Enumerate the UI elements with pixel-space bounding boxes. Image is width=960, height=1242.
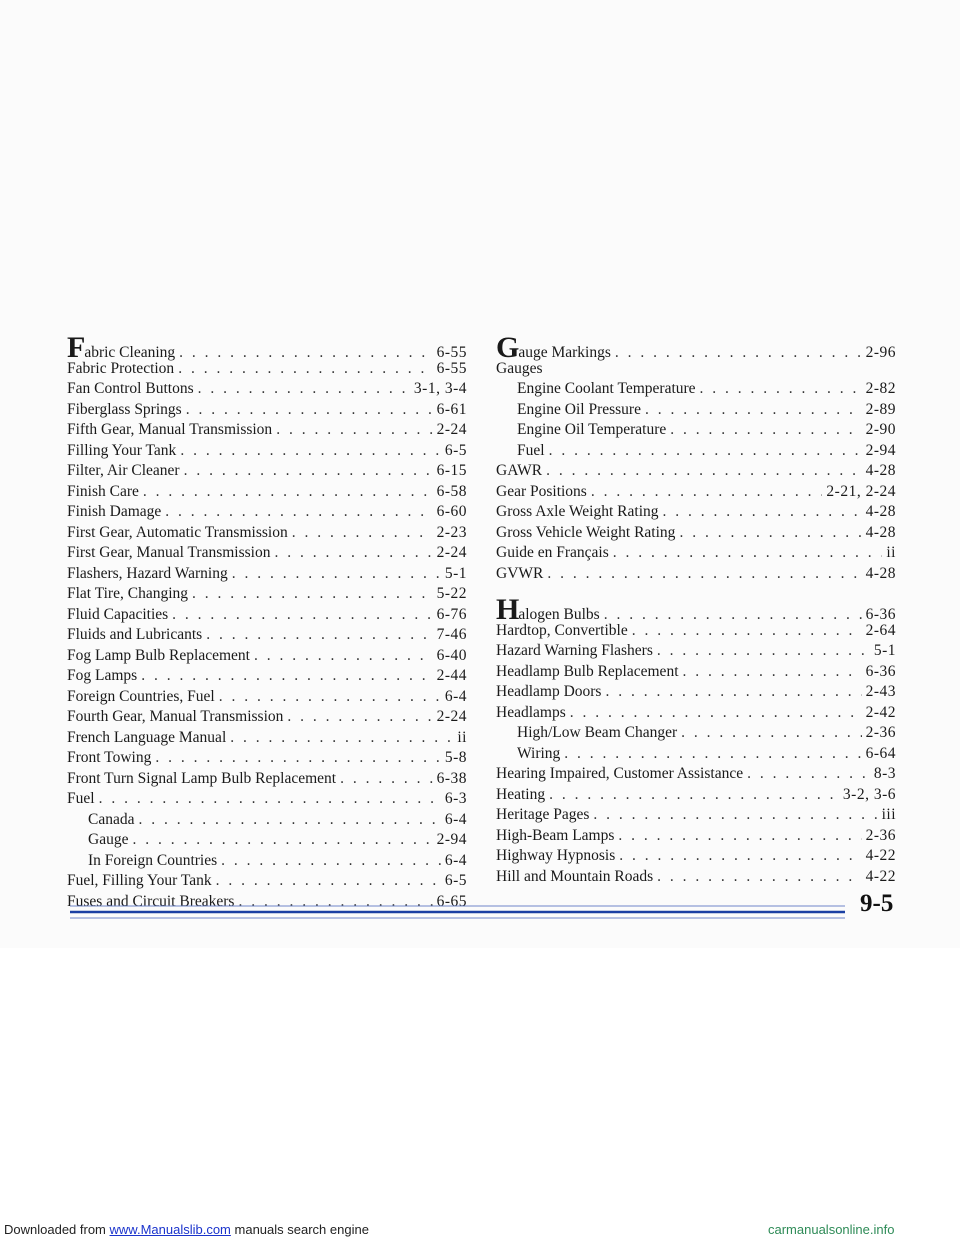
entry-page-ref: 4-28: [865, 462, 896, 479]
entry-page-ref: 2-43: [865, 683, 896, 700]
dot-leader: [570, 703, 862, 724]
entry-label: Headlamp Bulb Replacement: [496, 662, 679, 680]
entry-label: First Gear, Manual Transmission: [67, 544, 271, 561]
index-entry: [496, 621, 896, 642]
download-prefix: Downloaded from: [4, 1222, 106, 1237]
entry-page-ref: 4-22: [865, 847, 896, 864]
entry-label: Filling Your Tank: [67, 441, 177, 459]
index-entry: [67, 871, 467, 892]
dot-leader: [700, 379, 862, 400]
page-number: 9-5: [860, 890, 894, 917]
index-entry: [496, 846, 896, 867]
entry-page-ref: 4-28: [865, 503, 896, 520]
entry-page-ref: 4-22: [865, 867, 896, 885]
entry-page-ref: 6-40: [436, 646, 467, 664]
entry-label: Fluid Capacities: [67, 605, 169, 623]
dot-leader: [681, 723, 861, 744]
entry-page-ref: 2-90: [865, 421, 896, 438]
entry-label: Finish Damage: [67, 503, 162, 520]
entry-label: Gauges: [496, 359, 543, 377]
download-suffix: manuals search engine: [234, 1222, 369, 1237]
entry-label: Fiberglass Springs: [67, 400, 182, 418]
entry-label: GVWR: [496, 564, 544, 582]
index-entry: [496, 461, 896, 482]
entry-label: Fuel: [67, 790, 95, 807]
index-entry: [67, 625, 467, 646]
footer-rule: [70, 900, 845, 928]
entry-page-ref: 2-24: [436, 708, 467, 725]
entry-page-ref: 2-89: [865, 400, 896, 418]
entry-label: Fan Control Buttons: [67, 380, 194, 397]
entry-page-ref: 6-3: [444, 790, 467, 807]
entry-label: Hazard Warning Flashers: [496, 642, 653, 659]
entry-label-text: alogen Bulbs: [518, 606, 600, 623]
dot-leader: [186, 400, 433, 421]
entry-label: Guide en Français: [496, 544, 609, 561]
dot-leader: [141, 666, 432, 687]
index-entry: [67, 482, 467, 503]
index-entry: [67, 646, 467, 667]
entry-page-ref: 6-5: [444, 872, 467, 889]
entry-page-ref: 3-2, 3-6: [842, 785, 896, 803]
dot-leader: [645, 400, 862, 421]
index-entry: [67, 605, 467, 626]
index-entry: [67, 420, 467, 441]
entry-label: GAWR: [496, 462, 543, 479]
entry-label: Engine Oil Pressure: [517, 400, 641, 418]
entry-page-ref: 2-24: [436, 544, 467, 561]
index-entry: [67, 851, 467, 872]
entry-page-ref: ii: [457, 728, 467, 746]
index-entry: [67, 331, 467, 364]
index-entry: [67, 769, 467, 790]
dot-leader: [679, 523, 861, 544]
index-column-left: [67, 331, 467, 912]
index-entry: [67, 441, 467, 462]
entry-page-ref: 2-24: [436, 421, 467, 438]
index-entry: [496, 543, 896, 564]
dot-leader: [549, 441, 862, 462]
entry-page-ref: 6-36: [865, 606, 896, 623]
entry-page-ref: 7-46: [436, 626, 467, 643]
entry-label: Front Towing: [67, 749, 152, 766]
entry-label: Engine Oil Temperature: [517, 421, 667, 438]
entry-label: Filter, Air Cleaner: [67, 462, 180, 479]
dot-leader: [198, 379, 410, 400]
index-entry: [496, 593, 896, 626]
dot-leader: [178, 359, 432, 380]
entry-page-ref: 4-28: [865, 523, 896, 541]
entry-label: Wiring: [517, 744, 561, 762]
entry-page-ref: 6-5: [444, 441, 467, 459]
index-entry: [67, 564, 467, 585]
entry-label: First Gear, Automatic Transmission: [67, 523, 288, 541]
entry-label: Front Turn Signal Lamp Bulb Replacement: [67, 769, 337, 787]
entry-label: Fabric Protection: [67, 359, 175, 377]
entry-label: Fifth Gear, Manual Transmission: [67, 421, 273, 438]
index-entry: [496, 502, 896, 523]
entry-label: Fuel: [517, 441, 545, 459]
entry-label: Hardtop, Convertible: [496, 621, 628, 639]
dot-leader: [292, 523, 433, 544]
entry-page-ref: 6-61: [436, 400, 467, 418]
entry-label: High/Low Beam Changer: [517, 724, 678, 741]
dot-leader: [683, 662, 862, 683]
index-entry: [496, 785, 896, 806]
entry-label: Flashers, Hazard Warning: [67, 564, 228, 582]
index-entry: [496, 744, 896, 765]
entry-page-ref: 6-36: [865, 662, 896, 680]
entry-page-ref: 8-3: [873, 765, 896, 782]
entry-page-ref: 6-55: [436, 359, 467, 377]
index-entry: [67, 523, 467, 544]
section-initial: H: [496, 593, 519, 626]
index-entry: [496, 420, 896, 441]
dot-leader: [172, 605, 432, 626]
index-entry: [496, 641, 896, 662]
entry-label: Fuses and Circuit Breakers: [67, 892, 235, 910]
entry-label-text: abric Cleaning: [84, 344, 176, 361]
dot-leader: [155, 748, 441, 769]
dot-leader: [276, 420, 432, 441]
index-entry: [67, 502, 467, 523]
entry-label: Fog Lamp Bulb Replacement: [67, 646, 250, 664]
entry-page-ref: 2-36: [865, 826, 896, 844]
entry-label: Highway Hypnosis: [496, 847, 616, 864]
index-entry: [496, 662, 896, 683]
dot-leader: [657, 867, 861, 888]
index-entry: [496, 867, 896, 888]
dot-leader: [593, 805, 877, 826]
dot-leader: [99, 789, 441, 810]
entry-label: Canada: [88, 810, 135, 828]
index-entry: [496, 826, 896, 847]
dot-leader: [549, 785, 839, 806]
entry-page-ref: 6-4: [444, 810, 467, 828]
entry-label: Finish Care: [67, 482, 139, 500]
dot-leader: [287, 707, 432, 728]
entry-page-ref: 6-76: [436, 605, 467, 623]
entry-page-ref: iii: [881, 806, 896, 823]
manualslib-link[interactable]: www.Manualslib.com: [109, 1222, 231, 1237]
index-entry: [67, 789, 467, 810]
index-entry: [496, 723, 896, 744]
dot-leader: [618, 826, 861, 847]
section-initial: F: [67, 331, 85, 364]
dot-leader: [192, 584, 433, 605]
dot-leader: [274, 543, 432, 564]
section-initial: G: [496, 331, 519, 364]
dot-leader: [615, 343, 862, 364]
dot-leader: [184, 461, 433, 482]
index-entry: [67, 748, 467, 769]
index-entry: [67, 728, 467, 749]
index-entry: [496, 441, 896, 462]
dot-leader: [206, 625, 432, 646]
index-entry: [496, 564, 896, 585]
dot-leader: [165, 502, 432, 523]
entry-page-ref: 2-64: [865, 621, 896, 639]
index-entry: [496, 523, 896, 544]
dot-leader: [138, 810, 440, 831]
entry-page-ref: 2-94: [436, 831, 467, 848]
entry-label: Engine Coolant Temperature: [517, 380, 696, 397]
index-entry: [67, 707, 467, 728]
dot-leader: [657, 641, 870, 662]
entry-page-ref: 6-65: [436, 892, 467, 910]
dot-leader: [663, 502, 862, 523]
dot-leader: [632, 621, 862, 642]
entry-label: Hearing Impaired, Customer Assistance: [496, 765, 744, 782]
download-banner: [4, 1222, 369, 1237]
dot-leader: [180, 441, 441, 462]
entry-label: Heritage Pages: [496, 806, 590, 823]
dot-leader: [221, 851, 441, 872]
dot-leader: [230, 728, 453, 749]
entry-page-ref: ii: [886, 544, 896, 561]
dot-leader: [132, 830, 432, 851]
entry-page-ref: 6-64: [865, 744, 896, 762]
entry-label: Gear Positions: [496, 482, 587, 500]
entry-page-ref: 2-82: [865, 380, 896, 397]
entry-label: Flat Tire, Changing: [67, 585, 189, 602]
index-entry: [67, 359, 467, 380]
dot-leader: [613, 543, 883, 564]
dot-leader: [219, 687, 441, 708]
index-entry: [67, 584, 467, 605]
entry-page-ref: 6-4: [444, 687, 467, 705]
index-entry: [496, 482, 896, 503]
entry-page-ref: 2-23: [436, 523, 467, 541]
entry-page-ref: 2-94: [865, 441, 896, 459]
index-entry: [67, 543, 467, 564]
dot-leader: [605, 682, 861, 703]
dot-leader: [546, 461, 861, 482]
index-entry: [496, 379, 896, 400]
index-entry: [496, 682, 896, 703]
index-entry: [496, 703, 896, 724]
index-entry: [496, 400, 896, 421]
entry-page-ref: 2-36: [865, 724, 896, 741]
index-column-right: [496, 331, 896, 887]
index-entry: [496, 805, 896, 826]
entry-label: High-Beam Lamps: [496, 826, 615, 844]
dot-leader: [591, 482, 823, 503]
entry-label: Headlamp Doors: [496, 683, 602, 700]
dot-leader: [564, 744, 861, 765]
entry-page-ref: 6-15: [436, 462, 467, 479]
entry-page-ref: 5-1: [873, 642, 896, 659]
entry-label: Gross Vehicle Weight Rating: [496, 523, 676, 541]
dot-leader: [232, 564, 441, 585]
index-entry: [496, 331, 896, 364]
entry-page-ref: 5-1: [444, 564, 467, 582]
entry-page-ref: 6-55: [436, 344, 467, 361]
index-entry: [67, 687, 467, 708]
entry-label: Fuel, Filling Your Tank: [67, 872, 212, 889]
dot-leader: [340, 769, 432, 790]
entry-page-ref: 3-1, 3-4: [413, 380, 467, 397]
entry-page-ref: 4-28: [865, 564, 896, 582]
dot-leader: [143, 482, 433, 503]
entry-label-text: auge Markings: [518, 344, 611, 361]
entry-page-ref: 6-38: [436, 769, 467, 787]
index-entry: [67, 400, 467, 421]
entry-label: Heating: [496, 785, 546, 803]
index-entry: [496, 764, 896, 785]
entry-label: Fluids and Lubricants: [67, 626, 203, 643]
dot-leader: [216, 871, 441, 892]
entry-page-ref: 2-42: [865, 703, 896, 721]
watermark-site: carmanualsonline.info: [768, 1222, 895, 1237]
entry-label: Gauge: [88, 831, 129, 848]
entry-label: Hill and Mountain Roads: [496, 867, 654, 885]
index-entry: [67, 666, 467, 687]
entry-label: Fourth Gear, Manual Transmission: [67, 708, 284, 725]
dot-leader: [747, 764, 870, 785]
entry-page-ref: 2-21, 2-24: [826, 482, 896, 500]
dot-leader: [547, 564, 861, 585]
index-entry: [67, 830, 467, 851]
dot-leader: [670, 420, 861, 441]
entry-label: In Foreign Countries: [88, 851, 218, 869]
entry-page-ref: 6-60: [436, 503, 467, 520]
entry-label: French Language Manual: [67, 728, 227, 746]
entry-label: Gross Axle Weight Rating: [496, 503, 659, 520]
entry-page-ref: 6-58: [436, 482, 467, 500]
entry-page-ref: 2-44: [436, 667, 467, 684]
entry-page-ref: 5-8: [444, 749, 467, 766]
entry-label: Fog Lamps: [67, 667, 138, 684]
index-entry: [67, 461, 467, 482]
entry-label: Headlamps: [496, 703, 566, 721]
dot-leader: [254, 646, 433, 667]
entry-page-ref: 2-96: [865, 344, 896, 361]
entry-label: Foreign Countries, Fuel: [67, 687, 215, 705]
entry-page-ref: 5-22: [436, 585, 467, 602]
index-entry: [67, 379, 467, 400]
entry-page-ref: 6-4: [444, 851, 467, 869]
index-entry: [67, 810, 467, 831]
dot-leader: [619, 846, 861, 867]
